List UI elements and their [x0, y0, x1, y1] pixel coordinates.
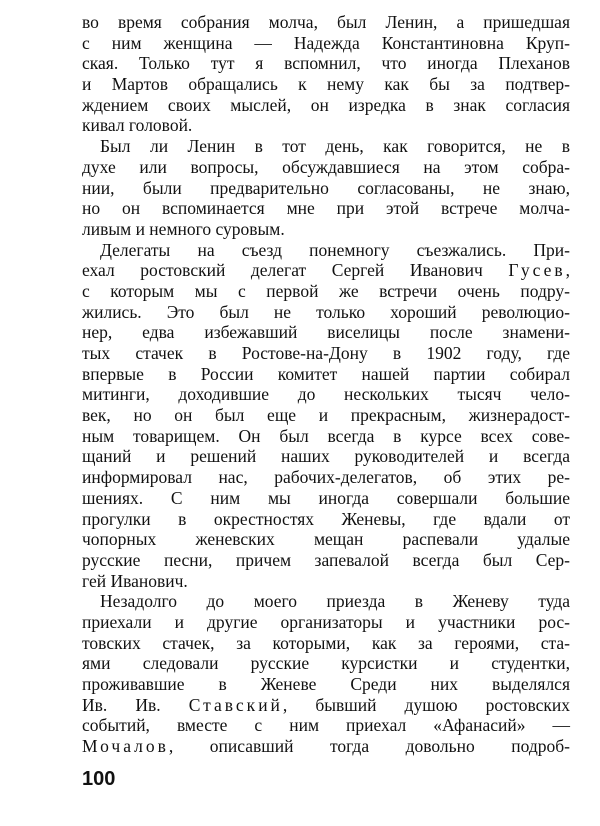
text-line: Был ли Ленин в тот день, как говорится, не в [100, 136, 570, 157]
text-line: прогулки в окрестностях Женевы, где вдали от [82, 508, 570, 529]
text-line [82, 736, 570, 757]
text-line: Незадолго до моего приезда в Женеву туда [100, 591, 570, 612]
text-span: , описавший тогда довольно подроб- [168, 736, 570, 757]
text-span: , [565, 260, 570, 281]
text-line: Делегаты на съезд понемногу съезжались. При- [100, 239, 570, 260]
text-line: приехали и другие организаторы и участники рос- [82, 611, 570, 632]
text-line: впервые в России комитет нашей партии собирал [82, 363, 570, 384]
text-line: с которым мы с первой же встречи очень подру- [82, 280, 570, 301]
text-line [82, 260, 570, 281]
text-line: митинги, доходившие до нескольких тысяч чело- [82, 384, 570, 405]
text-line: век, но он был еще и прекрасным, жизнерадост- [82, 405, 570, 426]
text-line: с ним женщина — Надежда Константиновна Круп- [82, 32, 570, 53]
text-line: информировал нас, рабочих-делегатов, об этих ре- [82, 467, 570, 488]
text-line: ждением своих мыслей, он изредка в знак согласия [82, 94, 570, 115]
text-line: духе или вопросы, обсуждавшиеся на этом собра- [82, 156, 570, 177]
text-line: проживавшие в Женеве Среди них выделялся [82, 674, 570, 694]
page-number: 100 [82, 768, 116, 790]
text-line: тых стачек в Ростове-на-Дону в 1902 году, где [82, 343, 570, 363]
spaced-name: Мочалов [82, 736, 169, 757]
text-line: щаний и решений наших руководителей и всегда [82, 446, 570, 467]
spaced-name: Ставский [188, 694, 283, 715]
text-span: , бывший душою ростовских [282, 694, 570, 715]
text-line: гей Иванович. [82, 570, 188, 591]
text-line: чопорных женевских мещан распевали удалые [82, 529, 570, 550]
text-line: ская. Только тут я вспомнил, что иногда Плеханов [82, 53, 570, 74]
text-line: ливым и немного суровым. [82, 218, 285, 239]
spaced-name: Гусев [508, 260, 566, 281]
page-body-text [82, 12, 570, 757]
text-line: товских стачек, за которыми, как за героями, ста- [82, 632, 570, 653]
text-line: но он вспоминается мне при этой встрече молча- [82, 198, 570, 219]
text-line: русские песни, причем запевалой всегда был Сер- [82, 549, 570, 570]
text-span: Ив. Ив. [82, 694, 189, 715]
text-line: во время собрания молча, был Ленин, а пришедшая [82, 12, 570, 32]
text-line [82, 695, 570, 716]
text-line: ями следовали русские курсистки и студентки, [82, 653, 570, 674]
text-line: событий, вместе с ним приехал «Афанасий» — [82, 715, 570, 736]
text-line: кивал головой. [82, 115, 193, 136]
text-line: и Мартов обращались к нему как бы за подтвер- [82, 74, 570, 95]
text-line: нии, были предварительно согласованы, не знаю, [82, 177, 570, 198]
text-line: нер, едва избежавший виселицы после знамени- [82, 322, 570, 343]
text-line: шениях. С ним мы иногда совершали большие [82, 487, 570, 508]
text-line: ным товарищем. Он был всегда в курсе всех сове- [82, 425, 570, 446]
text-span: ехал ростовский делегат Сергей Иванович [82, 260, 509, 281]
text-line: жились. Это был не только хороший революцио- [82, 301, 570, 322]
